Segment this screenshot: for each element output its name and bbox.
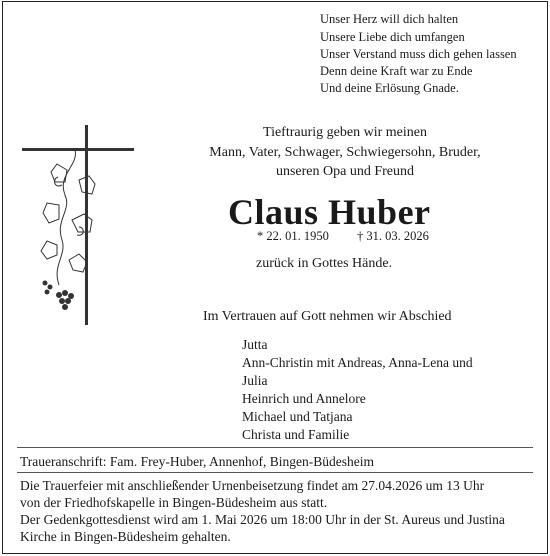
mourner: Jutta bbox=[242, 337, 268, 352]
birth-date: * 22. 01. 1950 bbox=[257, 229, 329, 243]
service-line: Der Gedenkgottesdienst wird am 1. Mai 2026 um 18:00 Uhr in der St. Aureus und Justina bbox=[20, 512, 505, 527]
intro-line: Tieftraurig geben wir meinen bbox=[263, 125, 427, 140]
service-line: Die Trauerfeier mit anschließender Urnenbeisetzung findet am 27.04.2026 um 13 Uhr bbox=[20, 478, 485, 493]
death-date: † 31. 03. 2026 bbox=[357, 229, 429, 243]
poem-line: Unser Herz will dich halten bbox=[320, 12, 459, 26]
service-line: von der Friedhofskapelle in Bingen-Büdesheim aus statt. bbox=[20, 495, 328, 510]
farewell-line: Im Vertrauen auf Gott nehmen wir Abschied bbox=[203, 309, 452, 324]
address-line: Traueranschrift: Fam. Frey-Huber, Annenhof, Bingen-Büdesheim bbox=[20, 454, 375, 469]
returned-line: zurück in Gottes Hände. bbox=[256, 256, 393, 271]
divider bbox=[17, 472, 533, 473]
service-line: Kirche in Bingen-Büdesheim gehalten. bbox=[20, 529, 231, 544]
mourner: Christa und Familie bbox=[242, 427, 350, 442]
divider bbox=[17, 447, 533, 448]
mourner: Julia bbox=[242, 373, 268, 388]
mourner: Michael und Tatjana bbox=[242, 409, 353, 424]
intro-line: Mann, Vater, Schwager, Schwiegersohn, Bruder, bbox=[209, 145, 481, 160]
mourner: Heinrich und Annelore bbox=[242, 391, 366, 406]
cross-with-vine-icon bbox=[17, 125, 137, 325]
mourner: Ann-Christin mit Andreas, Anna-Lena und bbox=[242, 355, 473, 370]
poem-line: Unser Verstand muss dich gehen lassen bbox=[320, 47, 517, 61]
intro-line: unseren Opa und Freund bbox=[275, 164, 415, 179]
poem-line: Unsere Liebe dich umfangen bbox=[320, 30, 465, 44]
poem-line: Denn deine Kraft war zu Ende bbox=[320, 64, 473, 78]
deceased-name: Claus Huber bbox=[228, 192, 431, 232]
poem-line: Und deine Erlösung Gnade. bbox=[320, 81, 459, 95]
